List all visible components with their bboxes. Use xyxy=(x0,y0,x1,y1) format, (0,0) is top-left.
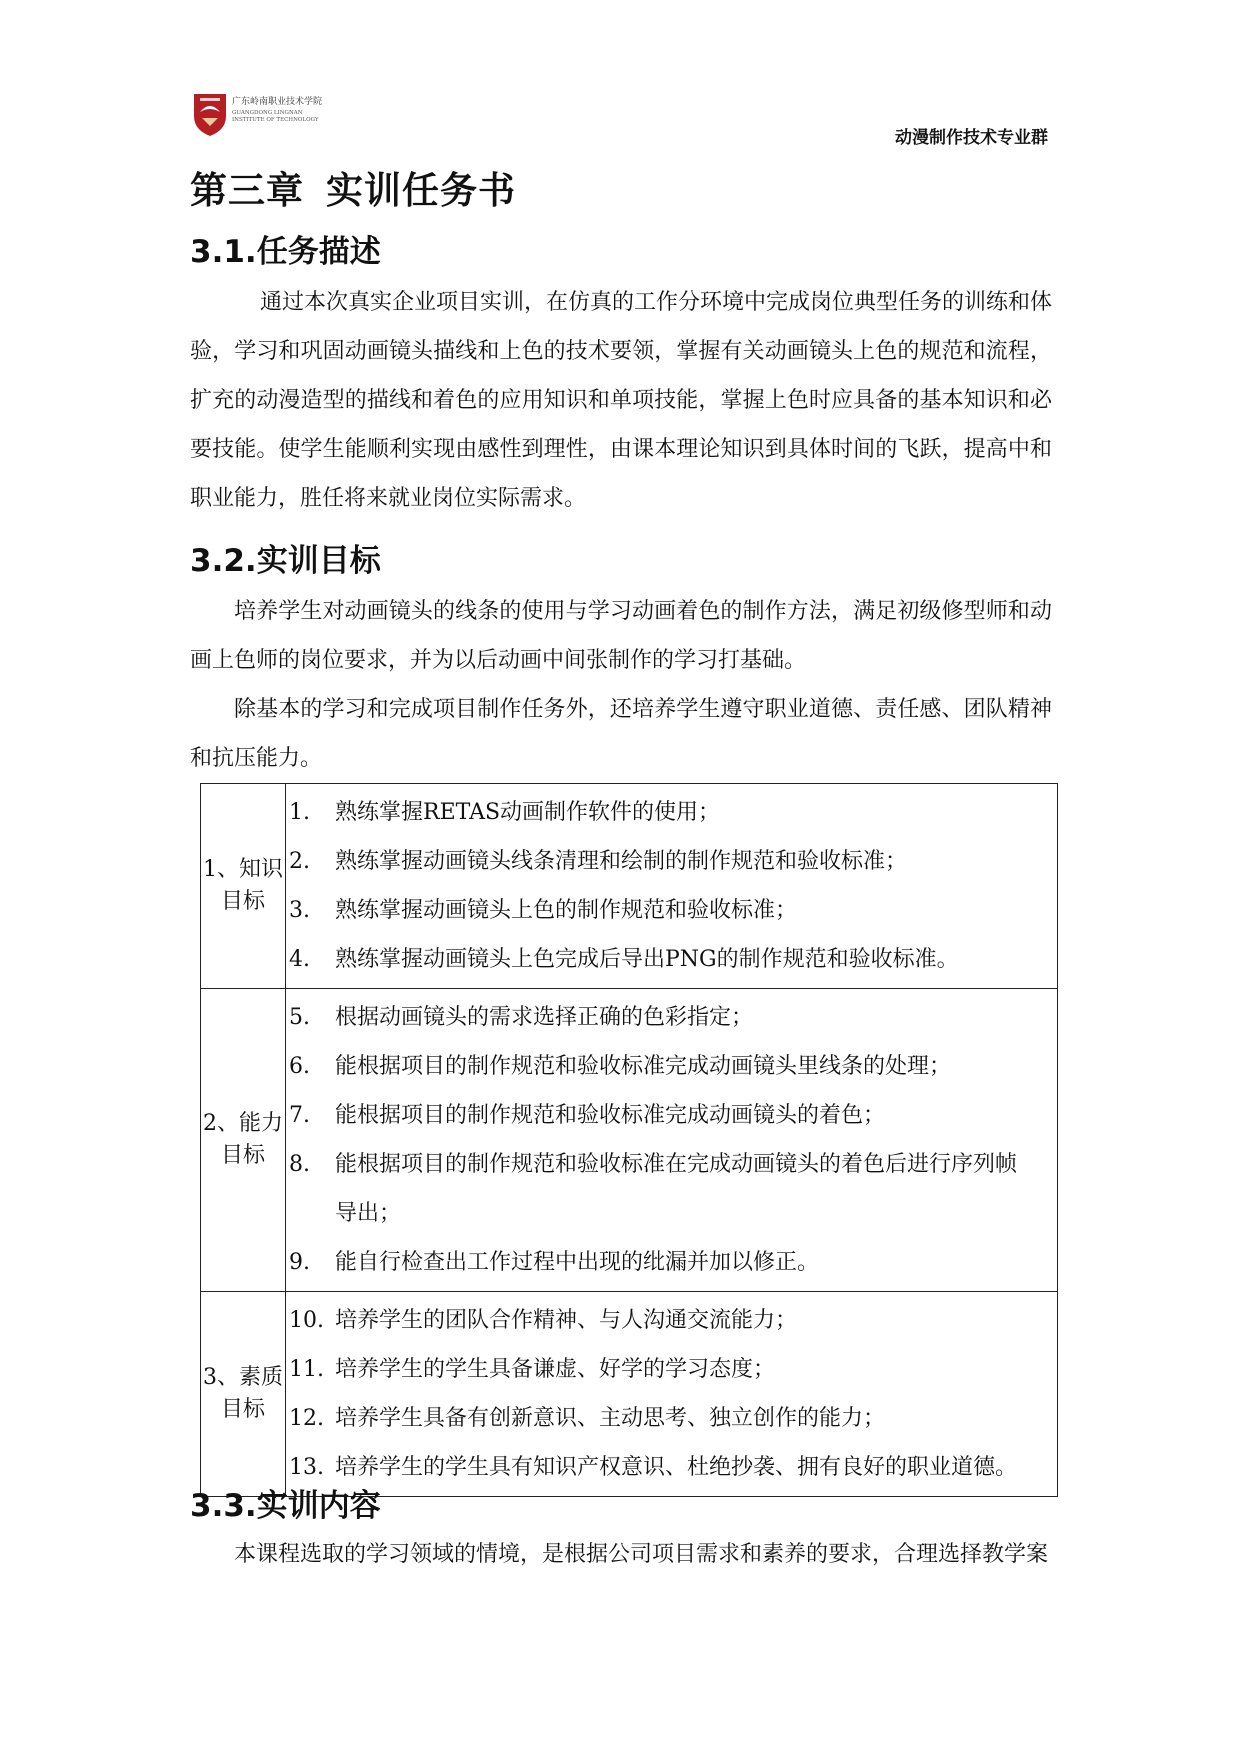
section-3-3-paragraph: 本课程选取的学习领域的情境，是根据公司项目需求和素养的要求，合理选择教学案 xyxy=(234,1542,1049,1567)
section-3-3-heading: 3.3.实训内容 xyxy=(190,1488,381,1524)
department-label: 动漫制作技术专业群 xyxy=(895,128,1048,148)
goal-item: 10. 培养学生的团队合作精神、与人沟通交流能力； xyxy=(289,1308,798,1333)
goal-item: 12. 培养学生具备有创新意识、主动思考、独立创作的能力； xyxy=(289,1406,886,1431)
goal-category: 3、素质目标 xyxy=(201,1292,286,1497)
section-3-2-paragraph-1: 培养学生对动画镜头的线条的使用与学习动画着色的制作方法，满足初级修型师和动画上色师的岗位要求，并为以后动画中间张制作的学习打基础。 xyxy=(190,599,1052,673)
svg-text:GUANGDONG LINGNAN: GUANGDONG LINGNAN xyxy=(232,110,303,116)
svg-text:INSTITUTE OF TECHNOLOGY: INSTITUTE OF TECHNOLOGY xyxy=(232,117,319,123)
goal-item: 9. 能自行检查出工作过程中出现的纰漏并加以修正。 xyxy=(289,1250,820,1275)
goal-item: 3. 熟练掌握动画镜头上色的制作规范和验收标准； xyxy=(289,898,798,923)
goals-row-ability xyxy=(201,989,1058,1292)
goal-item: 6. 能根据项目的制作规范和验收标准完成动画镜头里线条的处理； xyxy=(289,1054,952,1079)
chapter-number: 第三章 xyxy=(190,169,304,212)
goal-item: 2. 熟练掌握动画镜头线条清理和绘制的制作规范和验收标准； xyxy=(289,849,908,874)
chapter-title xyxy=(190,160,516,214)
goals-row-knowledge xyxy=(201,784,1058,989)
goal-category: 1、知识目标 xyxy=(201,784,286,989)
goal-category: 2、能力目标 xyxy=(201,989,286,1292)
goal-item: 1. 熟练掌握RETAS动画制作软件的使用； xyxy=(289,800,721,825)
section-3-2-heading: 3.2.实训目标 xyxy=(190,543,381,579)
goal-item: 7. 能根据项目的制作规范和验收标准完成动画镜头的着色； xyxy=(289,1103,886,1128)
section-3-2-paragraph-2: 除基本的学习和完成项目制作任务外，还培养学生遵守职业道德、责任感、团队精神和抗压能力。 xyxy=(190,697,1052,771)
section-3-1-paragraph: 通过本次真实企业项目实训，在仿真的工作分环境中完成岗位典型任务的训练和体验，学习和巩固动画镜头描线和上色的技术要领，掌握有关动画镜头上色的规范和流程，扩充的动漫造型的描线和着色的应用知识和单项技能，掌握上色时应具备的基本知识和必要技能。使学生能顺利实现由感性到理性，由课本理论知识到具体时间的飞跃，提高中和职业能力，胜任将来就业岗位实际需求。 xyxy=(190,290,1053,511)
section-3-1-heading: 3.1.任务描述 xyxy=(190,234,381,270)
goal-item: 8. 能根据项目的制作规范和验收标准在完成动画镜头的着色后进行序列帧导出； xyxy=(289,1152,1018,1226)
goal-item: 4. 熟练掌握动画镜头上色完成后导出PNG的制作规范和验收标准。 xyxy=(289,947,959,972)
school-logo xyxy=(192,90,342,138)
svg-text:广东岭南职业技术学院: 广东岭南职业技术学院 xyxy=(232,97,323,107)
chapter-name: 实训任务书 xyxy=(326,169,516,212)
goals-table xyxy=(200,783,1058,1497)
goal-item: 5. 根据动画镜头的需求选择正确的色彩指定； xyxy=(289,1005,754,1030)
school-emblem-icon xyxy=(192,90,342,138)
goal-item: 13. 培养学生的学生具有知识产权意识、杜绝抄袭、拥有良好的职业道德。 xyxy=(289,1455,1018,1480)
goal-item: 11. 培养学生的学生具备谦虚、好学的学习态度； xyxy=(289,1357,776,1382)
goals-row-quality xyxy=(201,1292,1058,1497)
